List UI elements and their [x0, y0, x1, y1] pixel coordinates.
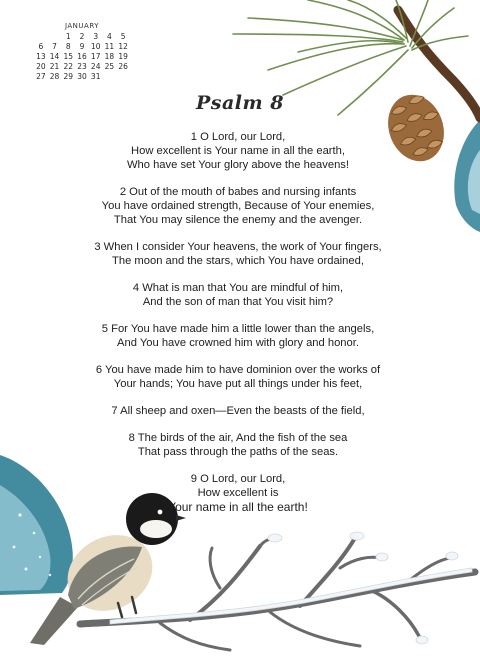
verse-9: [60, 472, 416, 514]
calendar-day: 12: [118, 42, 128, 51]
verse-line: 7 All sheep and oxen—Even the beasts of the field,: [111, 405, 365, 417]
calendar-blank: [116, 72, 130, 81]
verse-line: Your hands; You have put all things under his feet,: [113, 378, 363, 390]
verse-4: [60, 281, 416, 309]
verse-line: 5 For You have made him a little lower than the angels,: [101, 323, 375, 335]
calendar-day: 23: [77, 62, 87, 71]
calendar-day: 20: [36, 62, 46, 71]
verse-6: [60, 363, 416, 391]
calendar-day: 22: [63, 62, 74, 71]
verse-line: 9 O Lord, our Lord,: [190, 473, 286, 485]
calendar-day: 15: [63, 52, 74, 61]
calendar-day: 19: [118, 52, 128, 61]
verse-line: 1 O Lord, our Lord,: [190, 131, 286, 143]
calendar-day: 10: [90, 42, 101, 51]
calendar-blank: [34, 32, 48, 41]
verse-line: How excellent is Your name in all the earth,: [131, 145, 345, 157]
verse-line: 8 The birds of the air, And the fish of the sea: [128, 432, 348, 444]
calendar-blank: [103, 72, 117, 81]
calendar-day: 8: [65, 42, 71, 51]
calendar-day: 1: [65, 32, 71, 41]
verse-line: And the son of man that You visit him?: [142, 296, 334, 308]
verse-1: [60, 130, 416, 172]
verse-line: That pass through the paths of the seas.: [137, 446, 339, 458]
calendar-day: 18: [104, 52, 115, 61]
calendar-day: 24: [90, 62, 101, 71]
verse-line: That You may silence the enemy and the avenger.: [113, 214, 363, 226]
calendar-day: 25: [104, 62, 115, 71]
calendar-day: 11: [104, 42, 115, 51]
psalm-verses: [60, 130, 416, 527]
verse-line: The moon and the stars, which You have ordained,: [112, 255, 364, 267]
verse-line: And You have crowned him with glory and honor.: [117, 337, 359, 349]
calendar-day: 3: [93, 32, 99, 41]
calendar-day: 28: [49, 72, 60, 81]
verse-line: 2 Out of the mouth of babes and nursing infants: [119, 186, 357, 198]
verse-line: How excellent is: [197, 487, 279, 499]
calendar-day: 30: [77, 72, 87, 81]
calendar-day: 2: [79, 32, 85, 41]
verse-2: [60, 185, 416, 227]
calendar-day: 5: [120, 32, 126, 41]
calendar-days-grid: [34, 32, 130, 81]
verse-5: [60, 322, 416, 350]
calendar-blank: [48, 32, 62, 41]
calendar-day: 16: [77, 52, 87, 61]
verse-line: 3 When I consider Your heavens, the work of Your fingers,: [94, 241, 382, 253]
verse-8: [60, 431, 416, 459]
verse-line: Your name in all the earth!: [168, 500, 308, 514]
verse-line: You have ordained strength, Because of Your enemies,: [101, 200, 375, 212]
verse-7: [60, 404, 416, 418]
verse-3: [60, 240, 416, 268]
calendar-day: 4: [107, 32, 112, 41]
verse-line: 4 What is man that You are mindful of him,: [132, 282, 344, 294]
calendar-day: 7: [52, 42, 57, 51]
calendar-day: 26: [118, 62, 128, 71]
calendar-month: JANUARY: [64, 22, 100, 30]
calendar-day: 29: [63, 72, 74, 81]
calendar-day: 9: [79, 42, 85, 51]
calendar-day: 17: [90, 52, 101, 61]
calendar-day: 21: [49, 62, 60, 71]
calendar-day: 6: [38, 42, 44, 51]
psalm-title: Psalm 8: [196, 92, 284, 114]
verse-line: Who have set Your glory above the heavens!: [126, 159, 350, 171]
bird-tail: [30, 597, 78, 645]
calendar-day: 31: [90, 72, 101, 81]
verse-line: 6 You have made him to have dominion over the works of: [95, 364, 381, 376]
calendar-day: 27: [36, 72, 46, 81]
calendar-day: 14: [49, 52, 60, 61]
mini-calendar: [34, 22, 130, 81]
calendar-day: 13: [36, 52, 46, 61]
